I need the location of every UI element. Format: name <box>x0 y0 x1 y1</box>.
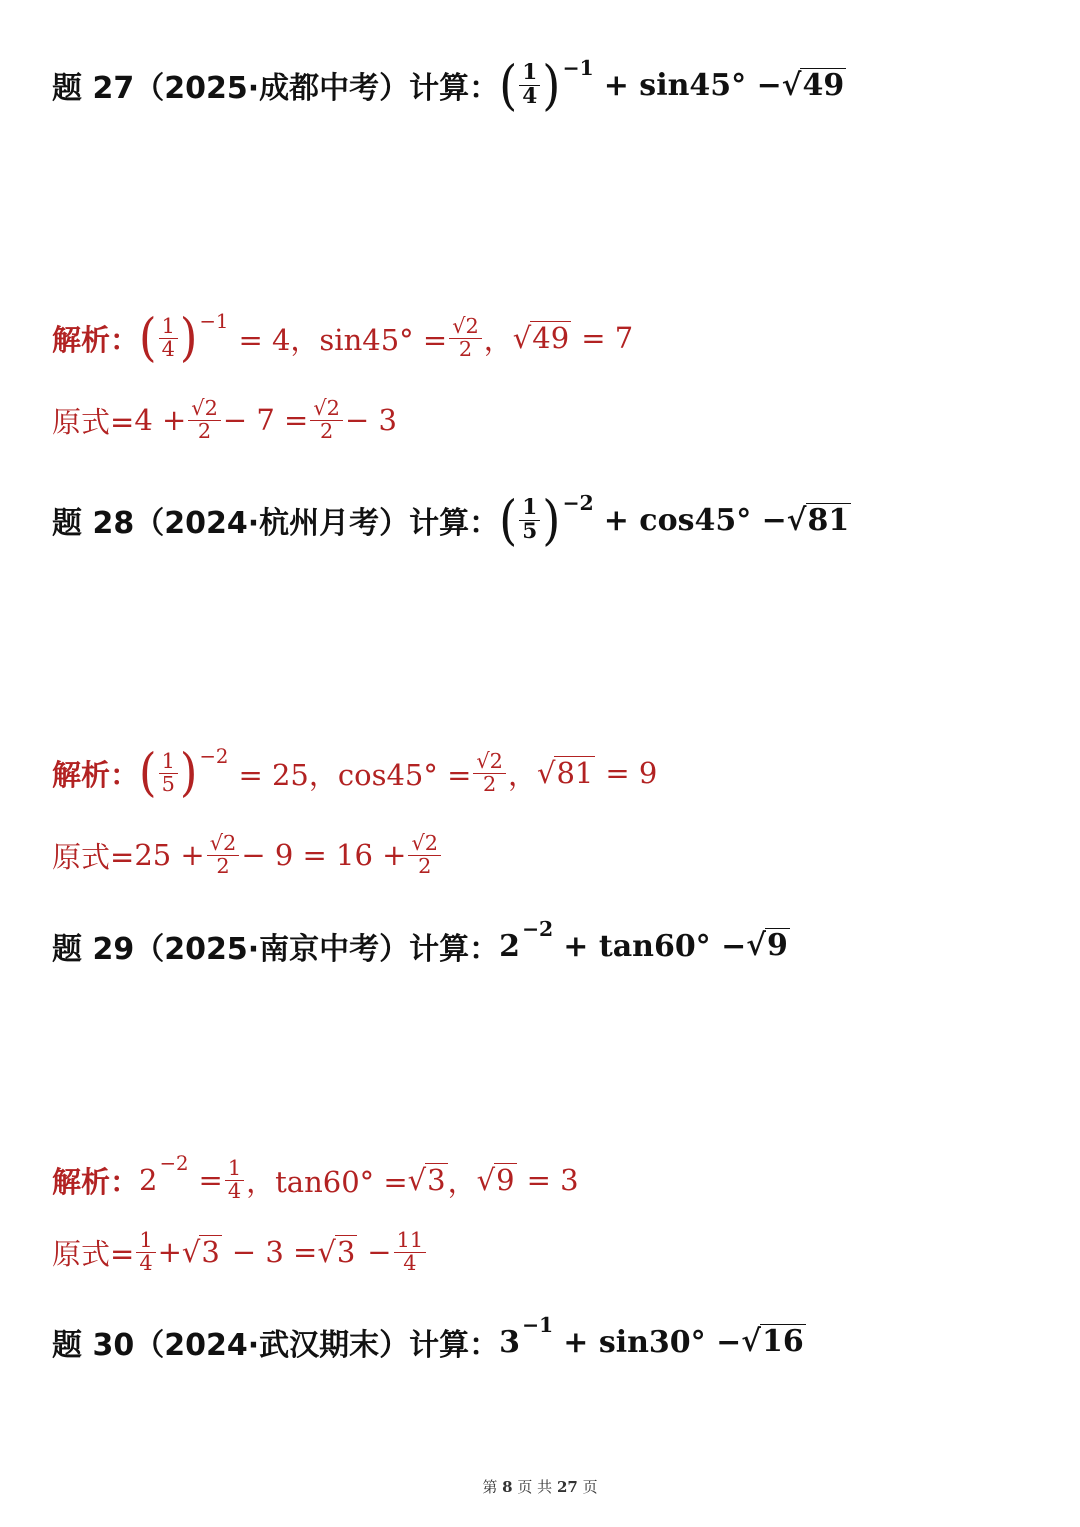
question-label: 题 28（2024·杭州月考）计算： <box>52 506 500 542</box>
answer-label: 解析： <box>52 1164 140 1199</box>
exponent: −1 <box>521 1312 554 1337</box>
square-root: √ 49 <box>781 67 845 103</box>
question-27 <box>52 53 846 117</box>
result-label: 原式= <box>52 404 135 439</box>
page-total: 27 <box>556 1478 578 1496</box>
fraction: $\frac{1}{4}$ <box>136 1230 155 1275</box>
fraction-paren: ( $\frac{1}{5}$ ) <box>499 488 561 552</box>
fraction-paren: ( $\frac{1}{4}$ ) <box>139 306 198 368</box>
question-28 <box>52 488 851 552</box>
page-number: 8 <box>502 1478 513 1496</box>
exponent: −2 <box>562 490 594 515</box>
square-root: √ 3 <box>181 1235 220 1270</box>
fraction: $\frac{√2}{2}$ <box>207 833 240 878</box>
expr-text: + cos45° − <box>603 502 787 538</box>
fraction: $\frac{√2}{2}$ <box>449 316 482 361</box>
exponent: −1 <box>199 310 229 334</box>
square-root: √ 16 <box>741 1324 804 1360</box>
result-label: 原式= <box>52 1236 135 1271</box>
square-root: √ 3 <box>317 1235 356 1270</box>
square-root: √ 9 <box>746 928 788 964</box>
fraction: $\frac{1}{4}$ <box>225 1158 244 1203</box>
result-label: 原式= <box>52 839 135 874</box>
exponent: −2 <box>199 745 229 769</box>
exponent: −2 <box>159 1152 189 1176</box>
question-label: 题 29（2025·南京中考）计算： <box>52 932 500 967</box>
question-label: 题 30（2024·武汉期末）计算： <box>52 1328 500 1363</box>
answer-label: 解析： <box>52 322 140 357</box>
answer-27-result: 原式= 4 + $\frac{√2}{2}$ − 7 = $\frac{√2}{2}$ − 3 <box>52 396 397 443</box>
question-label: 题 27（2025·成都中考）计算： <box>52 71 500 107</box>
expr-text: + sin45° − <box>603 67 782 103</box>
answer-28: 解析： ( $\frac{1}{5}$ ) −2 = 25，cos45° = $\frac{√2}{2}$ ， √ 81 = 9 <box>52 741 658 803</box>
fraction: $\frac{√2}{2}$ <box>408 833 441 878</box>
square-root: √ 3 <box>407 1163 446 1198</box>
square-root: √ 81 <box>536 756 594 791</box>
exponent: −2 <box>521 916 554 941</box>
question-30: 题 30（2024·武汉期末）计算： 3 −1 + sin30° − √ 16 <box>52 1312 804 1363</box>
expr-text: + tan60° − <box>563 928 747 964</box>
square-root: √ 81 <box>786 502 850 538</box>
fraction: $\frac{√2}{2}$ <box>473 751 506 796</box>
fraction: $\frac{1}{4}$ <box>519 62 540 108</box>
square-root: √ 9 <box>476 1163 515 1198</box>
fraction-paren: ( $\frac{1}{5}$ ) <box>139 741 198 803</box>
answer-27: 解析： ( $\frac{1}{4}$ ) −1 = 4，sin45° = $\frac{√2}{2}$ ， √ 49 = 7 <box>52 306 634 368</box>
fraction-paren: ( $\frac{1}{4}$ ) <box>499 53 561 117</box>
question-29: 题 29（2025·南京中考）计算： 2 −2 + tan60° − √ 9 <box>52 916 788 967</box>
answer-28-result: 原式= 25 + $\frac{√2}{2}$ − 9 = 16 + $\frac{√2}{2}$ <box>52 833 443 878</box>
fraction: $\frac{√2}{2}$ <box>188 398 221 443</box>
answer-29-result: 原式= $\frac{1}{4}$ + √ 3 − 3 = √ 3 − $\frac{11}{4}$ <box>52 1230 428 1275</box>
square-root: √ 49 <box>512 321 570 356</box>
exponent: −1 <box>562 55 594 80</box>
expr-text: = 4，sin45° = <box>238 322 448 357</box>
answer-29: 解析： 2 −2 = $\frac{1}{4}$ ，tan60° = √ 3 ， √ 9 = 3 <box>52 1152 579 1203</box>
expr-text: + sin30° − <box>563 1324 742 1360</box>
fraction: $\frac{√2}{2}$ <box>310 398 343 443</box>
expr-text: = 25，cos45° = <box>238 757 472 792</box>
page-footer: 第 8 页 共 27 页 <box>482 1478 598 1496</box>
fraction: $\frac{11}{4}$ <box>394 1230 427 1275</box>
answer-label: 解析： <box>52 757 140 792</box>
